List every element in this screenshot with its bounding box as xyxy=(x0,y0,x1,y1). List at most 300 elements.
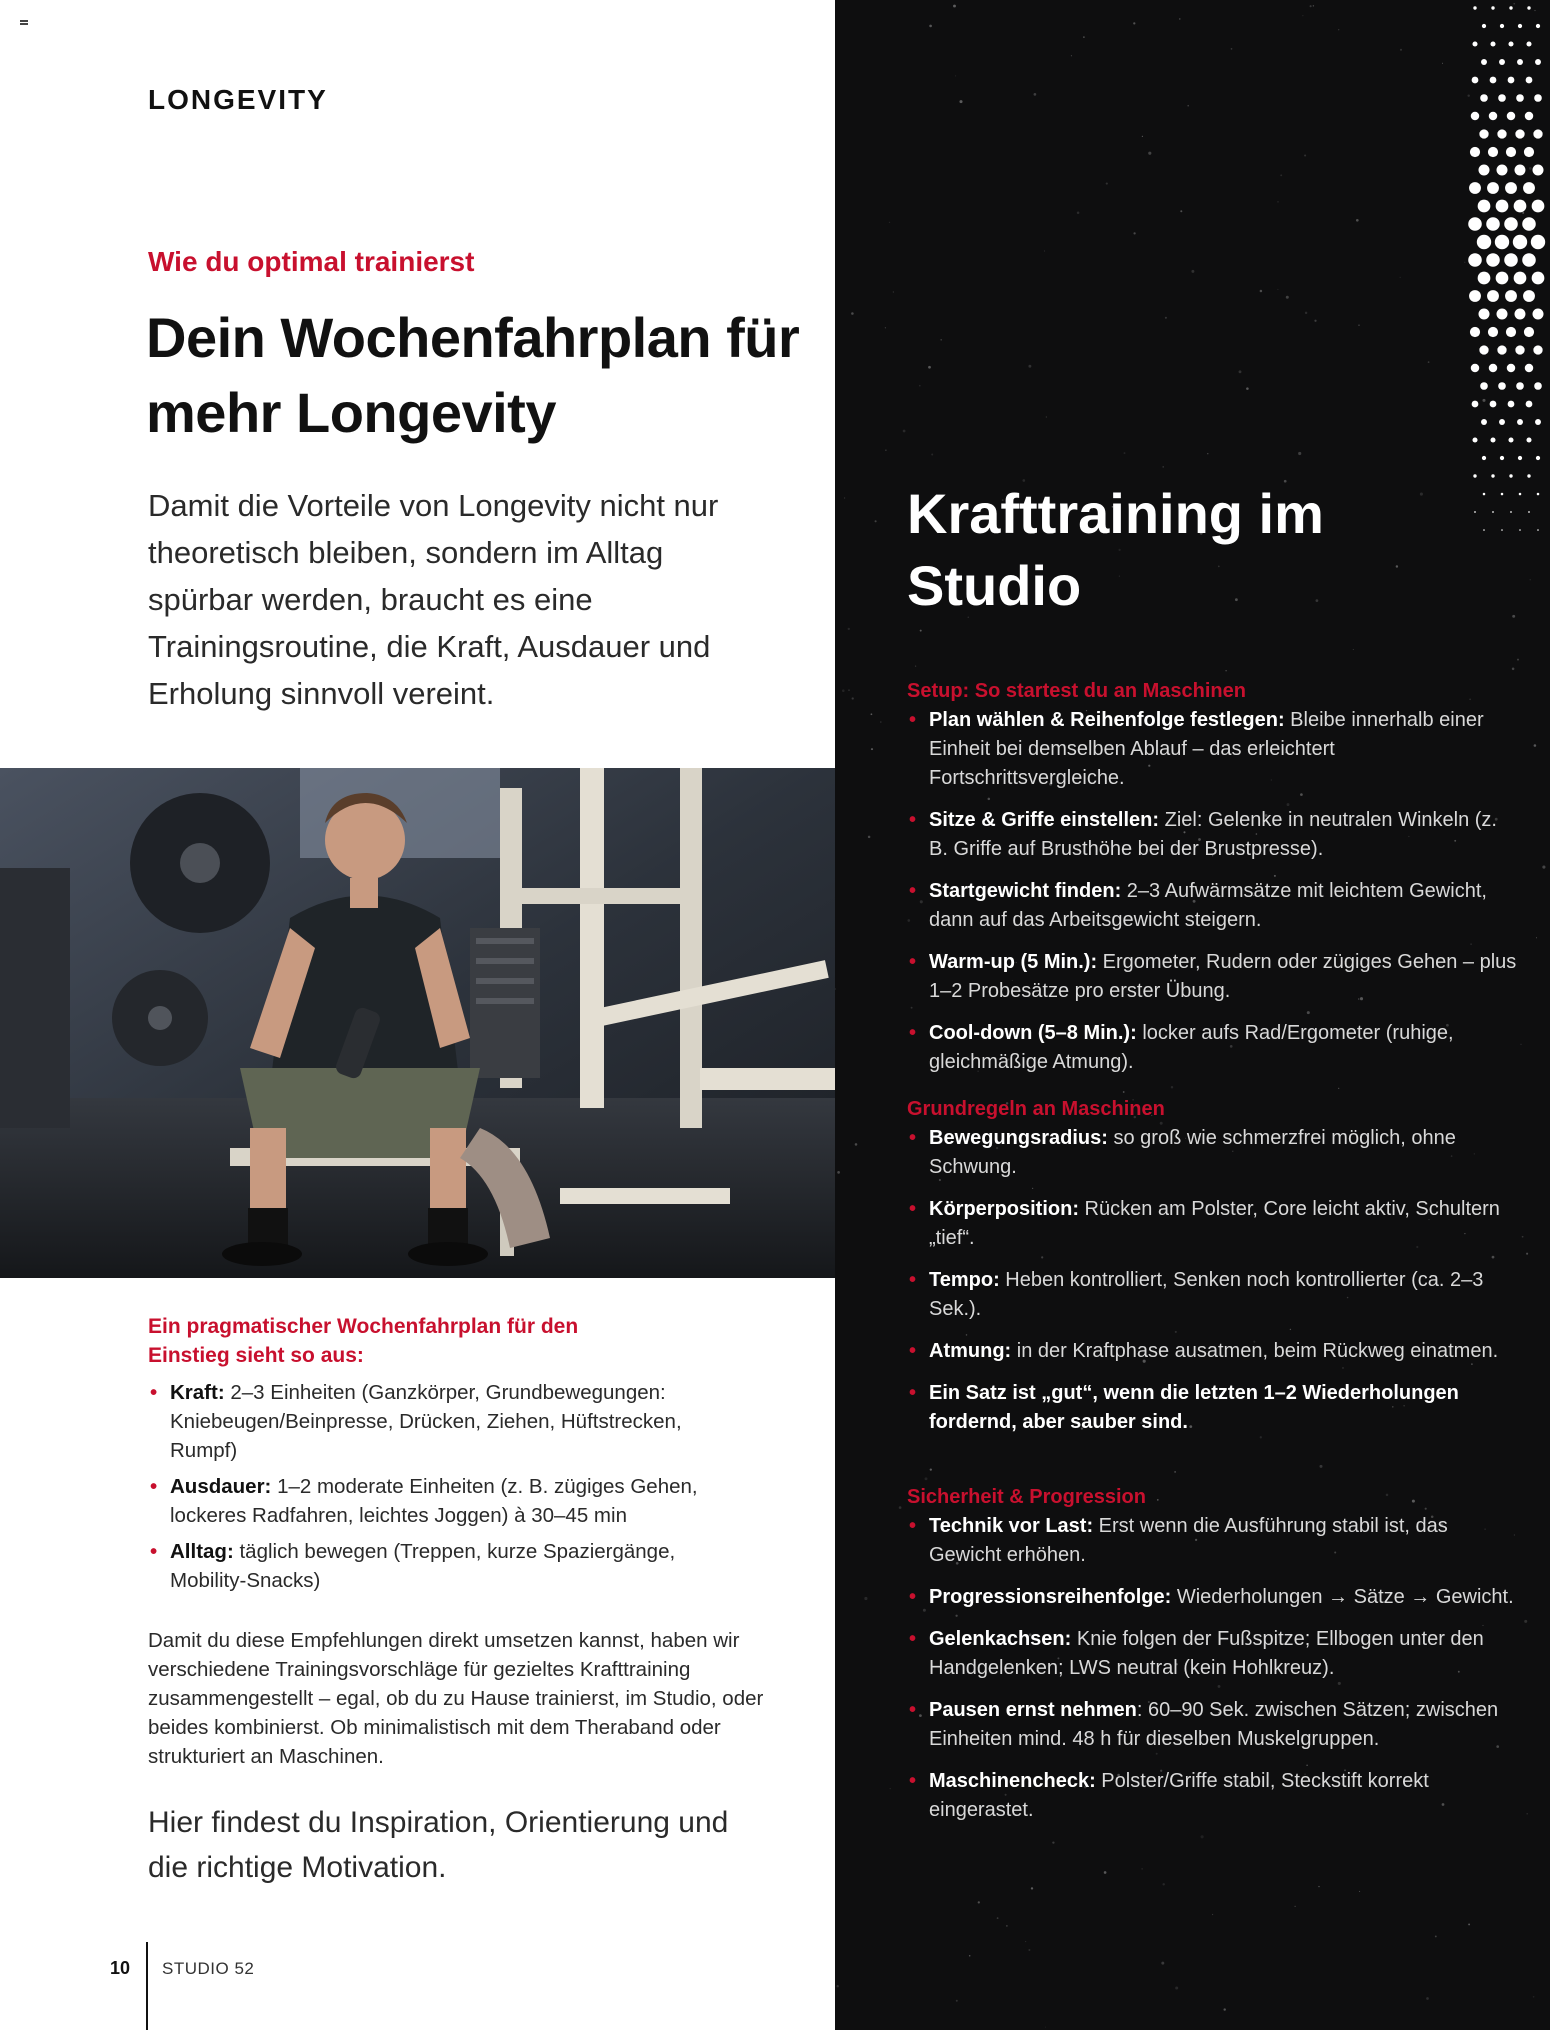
speckle xyxy=(1277,201,1278,202)
halftone-dot xyxy=(1480,382,1488,390)
item-text: locker aufs Rad/Ergometer (ruhige, gleichmäßige Atmung). xyxy=(929,1022,1454,1073)
section-heading: Setup: So startest du an Maschinen xyxy=(907,680,1246,702)
speckle xyxy=(969,1955,971,1957)
footer-divider xyxy=(146,1942,148,2030)
halftone-dot xyxy=(1500,456,1504,460)
halftone-dot xyxy=(1536,456,1540,460)
halftone-dot xyxy=(1479,345,1488,354)
speckle xyxy=(1542,866,1545,869)
speckle xyxy=(956,2000,958,2002)
speckle xyxy=(855,1143,858,1146)
speckle xyxy=(1534,744,1537,747)
gym-photo xyxy=(0,768,835,1278)
halftone-dot xyxy=(1518,24,1522,28)
speckle xyxy=(1467,94,1469,96)
speckle xyxy=(1031,1887,1033,1889)
halftone-dot xyxy=(1532,200,1545,213)
halftone-dot xyxy=(1471,364,1479,372)
halftone-dot xyxy=(1488,327,1498,337)
speckle xyxy=(1526,1253,1528,1255)
speckle xyxy=(1277,289,1278,290)
speckle xyxy=(852,697,854,699)
speckle xyxy=(1435,1935,1437,1937)
halftone-dot xyxy=(1489,364,1497,372)
halftone-dot xyxy=(1506,327,1516,337)
speckle xyxy=(928,366,931,369)
item-text: 2–3 Aufwärmsätze mit leichtem Gewicht, dann auf das Arbeitsgewicht steigern. xyxy=(929,880,1487,931)
item-term: Technik vor Last: xyxy=(929,1515,1094,1537)
halftone-dot xyxy=(1507,112,1515,120)
gym-photo-illustration xyxy=(0,768,835,1278)
halftone-dot xyxy=(1470,327,1480,337)
list-item xyxy=(907,1583,1517,1612)
halftone-dot xyxy=(1488,147,1498,157)
speckle xyxy=(1426,1997,1429,2000)
halftone-dot xyxy=(1490,41,1495,46)
speckle xyxy=(1028,365,1031,368)
halftone-dot xyxy=(1505,182,1517,194)
item-term: Maschinencheck: xyxy=(929,1770,1096,1792)
halftone-dot xyxy=(1498,382,1506,390)
halftone-dot xyxy=(1501,493,1504,496)
halftone-dot xyxy=(1483,529,1485,531)
halftone-dot xyxy=(1498,94,1506,102)
halftone-dot xyxy=(1535,419,1541,425)
speckle xyxy=(1468,1923,1470,1925)
right-panel xyxy=(835,0,1550,2030)
section-list xyxy=(907,1124,1517,1437)
halftone-dot xyxy=(1499,59,1505,65)
item-text: Bleibe innerhalb einer Einheit bei demselben Ablauf – das erleichtert Fortschrittsvergleiche. xyxy=(929,709,1484,789)
speckle xyxy=(915,665,916,666)
item-term: Atmung: xyxy=(929,1340,1012,1362)
item-term: Körperposition: xyxy=(929,1198,1079,1220)
item-text: Wiederholungen → Sätze → Gewicht. xyxy=(1171,1586,1514,1608)
speckle xyxy=(842,689,845,692)
speckle xyxy=(1310,5,1312,7)
speckle xyxy=(1353,649,1354,650)
halftone-dot xyxy=(1515,345,1524,354)
item-text: Erst wenn die Ausführung stabil ist, das Gewicht erhöhen. xyxy=(929,1515,1448,1566)
list-item xyxy=(907,1019,1517,1077)
speckle xyxy=(959,100,962,103)
item-term: Pausen ernst nehmen xyxy=(929,1699,1137,1721)
speckle xyxy=(837,1985,839,1987)
speckle xyxy=(871,748,873,750)
list-item xyxy=(907,877,1517,935)
speckle xyxy=(871,713,873,715)
list-item xyxy=(907,1696,1517,1754)
list-item xyxy=(907,1195,1517,1253)
item-term: Warm-up (5 Min.): xyxy=(929,951,1098,973)
speckle xyxy=(997,1917,999,1919)
speckle xyxy=(880,721,882,723)
halftone-dot xyxy=(1525,364,1533,372)
halftone-dot xyxy=(1491,474,1494,477)
halftone-dot xyxy=(1517,419,1523,425)
item-term: Plan wählen & Reihenfolge festlegen: xyxy=(929,709,1285,731)
halftone-dot xyxy=(1472,401,1479,408)
halftone-dot xyxy=(1524,327,1534,337)
halftone-dot xyxy=(1532,164,1543,175)
halftone-dot xyxy=(1510,511,1512,513)
item-term: Gelenkachsen: xyxy=(929,1628,1072,1650)
halftone-dot xyxy=(1490,437,1495,442)
speckle xyxy=(1513,3,1515,5)
speckle xyxy=(1531,360,1532,361)
item-text: so groß wie schmerzfrei möglich, ohne Schwung. xyxy=(929,1127,1456,1178)
halftone-dot xyxy=(1522,253,1536,267)
halftone-dot xyxy=(1508,41,1513,46)
halftone-dot xyxy=(1526,77,1533,84)
speckle xyxy=(868,836,871,839)
halftone-dot xyxy=(1473,474,1476,477)
speckle xyxy=(1400,49,1402,51)
halftone-dot xyxy=(1480,94,1488,102)
speckle xyxy=(1522,212,1524,214)
speckle xyxy=(848,628,850,630)
speckle xyxy=(930,1468,932,1470)
list-item xyxy=(907,1124,1517,1182)
speckle xyxy=(1464,262,1465,263)
speckle xyxy=(1338,29,1339,30)
speckle xyxy=(1224,2008,1226,2010)
halftone-dot xyxy=(1471,112,1479,120)
speckle xyxy=(1162,1883,1164,1885)
halftone-dot xyxy=(1507,364,1515,372)
list-item xyxy=(907,1337,1517,1366)
section-label: LONGEVITY xyxy=(148,84,328,115)
page-number: 10 xyxy=(110,1958,131,1978)
halftone-dot xyxy=(1497,345,1506,354)
speckle xyxy=(1298,452,1301,455)
speckle xyxy=(1133,232,1135,234)
speckle xyxy=(1280,174,1282,176)
speckle xyxy=(1212,1914,1213,1915)
speckle xyxy=(1314,320,1316,322)
plan-item-term: Ausdauer: xyxy=(170,1475,272,1498)
speckle xyxy=(1148,152,1151,155)
plan-item-kraft xyxy=(148,1378,748,1465)
halftone-dot xyxy=(1501,529,1503,531)
speckle xyxy=(1356,219,1359,222)
halftone-dot xyxy=(1506,147,1516,157)
plan-item-term: Alltag: xyxy=(170,1540,234,1563)
list-item xyxy=(907,1512,1517,1570)
speckle xyxy=(1207,453,1208,454)
halftone-dot xyxy=(1504,217,1518,231)
speckle xyxy=(955,75,956,76)
halftone-dot xyxy=(1513,235,1527,249)
halftone-dot xyxy=(1478,200,1491,213)
halftone-dot xyxy=(1487,290,1499,302)
section-setup xyxy=(907,678,1517,1090)
speckle xyxy=(1006,1925,1008,1927)
speckle xyxy=(1046,416,1047,417)
speckle xyxy=(1045,2027,1046,2028)
plan-item-text: täglich bewegen (Treppen, kurze Spaziergänge, Mobility-Snacks) xyxy=(170,1540,676,1592)
speckle xyxy=(1358,325,1359,326)
halftone-dot xyxy=(1505,290,1517,302)
halftone-dot xyxy=(1526,437,1531,442)
halftone-dot xyxy=(1469,290,1481,302)
speckle xyxy=(889,222,890,223)
speckle xyxy=(920,630,922,632)
halftone-dot xyxy=(1533,129,1542,138)
halftone-dot xyxy=(1508,77,1515,84)
section-heading: Sicherheit & Progression xyxy=(907,1486,1146,1508)
halftone-dot xyxy=(1496,164,1507,175)
speckle xyxy=(1319,1465,1322,1468)
halftone-dot xyxy=(1514,272,1527,285)
speckle xyxy=(1520,1044,1521,1045)
halftone-dot xyxy=(1469,182,1481,194)
halftone-dot xyxy=(1528,511,1530,513)
section-list xyxy=(907,1512,1517,1825)
item-text: : 60–90 Sek. zwischen Sätzen; zwischen Einheiten mind. 48 h für dieselben Muskelgruppen. xyxy=(929,1699,1499,1750)
plan-list xyxy=(148,1378,748,1602)
speckle xyxy=(1123,1091,1125,1093)
halftone-dot xyxy=(1509,474,1512,477)
speckle xyxy=(1161,1962,1164,1965)
speckle xyxy=(885,327,886,328)
halftone-dot xyxy=(1526,41,1531,46)
speckle xyxy=(1165,317,1167,319)
speckle xyxy=(848,689,849,690)
halftone-dot xyxy=(1531,235,1545,249)
speckle xyxy=(1225,670,1226,671)
speckle xyxy=(1517,659,1519,661)
speckle xyxy=(1162,466,1164,468)
list-item xyxy=(907,1266,1517,1324)
halftone-dot xyxy=(1496,200,1509,213)
panel-title: Krafttraining im Studio xyxy=(907,482,1324,617)
halftone-dot xyxy=(1515,129,1524,138)
item-term: Cool-down (5–8 Min.): xyxy=(929,1022,1137,1044)
item-text: Heben kontrolliert, Senken noch kontrollierter (ca. 2–3 Sek.). xyxy=(929,1269,1484,1320)
halftone-dot xyxy=(1478,308,1489,319)
halftone-dot xyxy=(1518,456,1522,460)
halftone-dot xyxy=(1482,456,1486,460)
speckle xyxy=(1302,15,1303,16)
speckle xyxy=(1260,290,1263,293)
halftone-dot xyxy=(1536,24,1540,28)
halftone-dot xyxy=(1470,147,1480,157)
menu-icon[interactable] xyxy=(20,20,28,26)
halftone-dot xyxy=(1532,308,1543,319)
speckle xyxy=(978,1901,980,1903)
halftone-dot xyxy=(1497,129,1506,138)
speckle xyxy=(1318,1886,1319,1887)
section-heading: Grundregeln an Maschinen xyxy=(907,1098,1165,1120)
halftone-dot xyxy=(1523,290,1535,302)
halftone-dot xyxy=(1496,272,1509,285)
speckle xyxy=(1034,93,1037,96)
halftone-dot xyxy=(1534,382,1542,390)
speckle xyxy=(1512,668,1515,671)
section-list xyxy=(907,706,1517,1077)
speckle xyxy=(1533,1996,1535,1998)
plan-item-ausdauer xyxy=(148,1472,748,1530)
closing-statement: Hier findest du Inspiration, Orientierung und die richtige Motivation. xyxy=(148,1806,729,1884)
speckle xyxy=(1295,1906,1296,1907)
item-term: Ein Satz ist „gut“, wenn die letzten 1–2 Wiederholungen fordernd, aber sauber sind. xyxy=(929,1382,1459,1433)
halftone-dot xyxy=(1527,6,1530,9)
halftone-dot xyxy=(1537,529,1539,531)
speckle xyxy=(1179,18,1180,19)
speckle xyxy=(1428,361,1430,363)
halftone-dot xyxy=(1519,493,1522,496)
speckle xyxy=(1025,1941,1026,1942)
halftone-dot xyxy=(1514,200,1527,213)
speckle xyxy=(875,520,877,522)
item-term: Bewegungsradius: xyxy=(929,1127,1108,1149)
speckle xyxy=(1530,579,1531,580)
list-item xyxy=(907,948,1517,1006)
halftone-dot xyxy=(1508,437,1513,442)
plan-heading: Ein pragmatischer Wochenfahrplan für den Einstieg sieht so aus: xyxy=(148,1315,579,1367)
list-item-highlight xyxy=(907,1379,1517,1437)
article-intro: Damit die Vorteile von Longevity nicht nur theoretisch bleiben, sondern im Alltag spürbar werden, braucht es eine Trainingsroutine, die Kraft, Ausdauer und Erholung sinnvoll vereint. xyxy=(148,488,719,711)
speckle xyxy=(953,5,956,8)
halftone-dot xyxy=(1514,308,1525,319)
halftone-dot xyxy=(1532,272,1545,285)
halftone-dot xyxy=(1489,112,1497,120)
speckle xyxy=(919,385,921,387)
speckle xyxy=(1524,1620,1527,1623)
halftone-dot xyxy=(1495,235,1509,249)
plan-item-text: 1–2 moderate Einheiten (z. B. zügiges Gehen, lockeres Radfahren, leichtes Joggen) à 30–45 min xyxy=(170,1475,698,1527)
speckle xyxy=(844,497,845,498)
halftone-dot xyxy=(1526,401,1533,408)
speckle xyxy=(1142,136,1143,137)
section-grundregeln xyxy=(907,1096,1517,1450)
item-term: Tempo: xyxy=(929,1269,1000,1291)
halftone-dot xyxy=(1486,253,1500,267)
list-item xyxy=(907,1767,1517,1825)
speckle xyxy=(864,1597,867,1600)
halftone-dot xyxy=(1490,77,1497,84)
speckle xyxy=(1286,296,1289,299)
item-term: Progressionsreihenfolge: xyxy=(929,1586,1172,1608)
speckle xyxy=(1104,1871,1107,1874)
halftone-dot xyxy=(1504,253,1518,267)
list-item xyxy=(907,806,1517,864)
speckle xyxy=(1106,183,1108,185)
speckle xyxy=(1044,250,1045,251)
body-paragraph: Damit du diese Empfehlungen direkt umsetzen kannst, haben wir verschiedene Trainingsvorschläge für gezieltes Krafttraining zusammengestellt – egal, ob du zu Hause trainierst, im Studio, oder beides kombinierst. Ob minimalistisch mit dem Theraband oder strukturiert an Maschinen. xyxy=(148,1629,764,1768)
halftone-dot xyxy=(1516,94,1524,102)
speckle xyxy=(903,430,906,433)
speckle xyxy=(1231,48,1233,50)
speckle xyxy=(1071,55,1072,56)
speckle xyxy=(1187,105,1189,107)
item-text: Polster/Griffe stabil, Steckstift korrekt eingerastet. xyxy=(929,1770,1429,1821)
speckle xyxy=(1174,1471,1176,1473)
halftone-dot xyxy=(1514,164,1525,175)
halftone-dot xyxy=(1477,235,1491,249)
halftone-dot xyxy=(1483,493,1486,496)
plan-item-text: 2–3 Einheiten (Ganzkörper, Grundbewegungen: Kniebeugen/Beinpresse, Drücken, Ziehen, Hüftstrecken, Rumpf) xyxy=(170,1381,682,1462)
item-text: Ergometer, Rudern oder zügiges Gehen – plus 1–2 Probesätze pro erster Übung. xyxy=(929,951,1517,1002)
speckle xyxy=(835,988,836,990)
halftone-dot xyxy=(1474,511,1476,513)
item-text: Rücken am Polster, Core leicht aktiv, Schultern „tief“. xyxy=(929,1198,1500,1249)
halftone-dot xyxy=(1527,474,1530,477)
speckle xyxy=(1536,937,1537,938)
speckle xyxy=(1124,452,1126,454)
halftone-dot xyxy=(1472,437,1477,442)
halftone-dot xyxy=(1499,419,1505,425)
speckle xyxy=(1522,1236,1524,1238)
halftone-dot xyxy=(1496,308,1507,319)
speckle xyxy=(1052,1841,1054,1843)
speckle xyxy=(885,450,886,451)
speckle xyxy=(1482,399,1485,402)
speckle xyxy=(1180,210,1182,212)
speckle xyxy=(1400,277,1401,278)
item-term: Startgewicht finden: xyxy=(929,880,1122,902)
halftone-dot xyxy=(1473,6,1476,9)
section-sicherheit xyxy=(907,1484,1517,1838)
speckle xyxy=(1442,63,1443,64)
halftone-dot xyxy=(1534,94,1542,102)
halftone-dot xyxy=(1472,77,1479,84)
speckle xyxy=(931,454,933,456)
halftone-dot xyxy=(1533,345,1542,354)
plan-item-term: Kraft: xyxy=(170,1381,225,1404)
halftone-dot xyxy=(1500,24,1504,28)
speckle xyxy=(1191,270,1194,273)
speckle xyxy=(1512,615,1515,618)
plan-item-alltag xyxy=(148,1537,748,1595)
halftone-dot xyxy=(1523,182,1535,194)
list-item xyxy=(907,706,1517,793)
speckle xyxy=(851,312,854,315)
halftone-dot xyxy=(1490,401,1497,408)
speckle xyxy=(1526,1813,1528,1815)
article-headline: Dein Wochenfahrplan für mehr Longevity xyxy=(146,306,800,444)
item-term: Sitze & Griffe einstellen: xyxy=(929,809,1160,831)
speckle xyxy=(1359,1891,1360,1892)
speckle xyxy=(890,1788,891,1789)
speckle xyxy=(1028,1949,1030,1951)
halftone-dot xyxy=(1472,41,1477,46)
halftone-dot xyxy=(1481,419,1487,425)
halftone-dot xyxy=(1492,511,1494,513)
speckle xyxy=(1133,22,1135,24)
speckle xyxy=(1077,211,1080,214)
speckle xyxy=(1313,5,1314,6)
halftone-dot xyxy=(1535,59,1541,65)
halftone-dot xyxy=(1481,59,1487,65)
halftone-dot xyxy=(1509,6,1512,9)
halftone-dot xyxy=(1516,382,1524,390)
speckle xyxy=(899,1506,902,1509)
speckle xyxy=(1305,312,1307,314)
speckle xyxy=(1175,1986,1178,1989)
speckle xyxy=(925,1477,928,1480)
item-text: in der Kraftphase ausatmen, beim Rückweg einatmen. xyxy=(1011,1340,1499,1362)
speckle xyxy=(1246,387,1249,390)
speckle xyxy=(929,25,932,28)
speckle xyxy=(1304,154,1306,156)
speckle xyxy=(1529,167,1532,170)
halftone-dot xyxy=(1519,529,1521,531)
speckle xyxy=(1141,1868,1142,1869)
speckle xyxy=(940,339,942,341)
halftone-dot xyxy=(1487,182,1499,194)
